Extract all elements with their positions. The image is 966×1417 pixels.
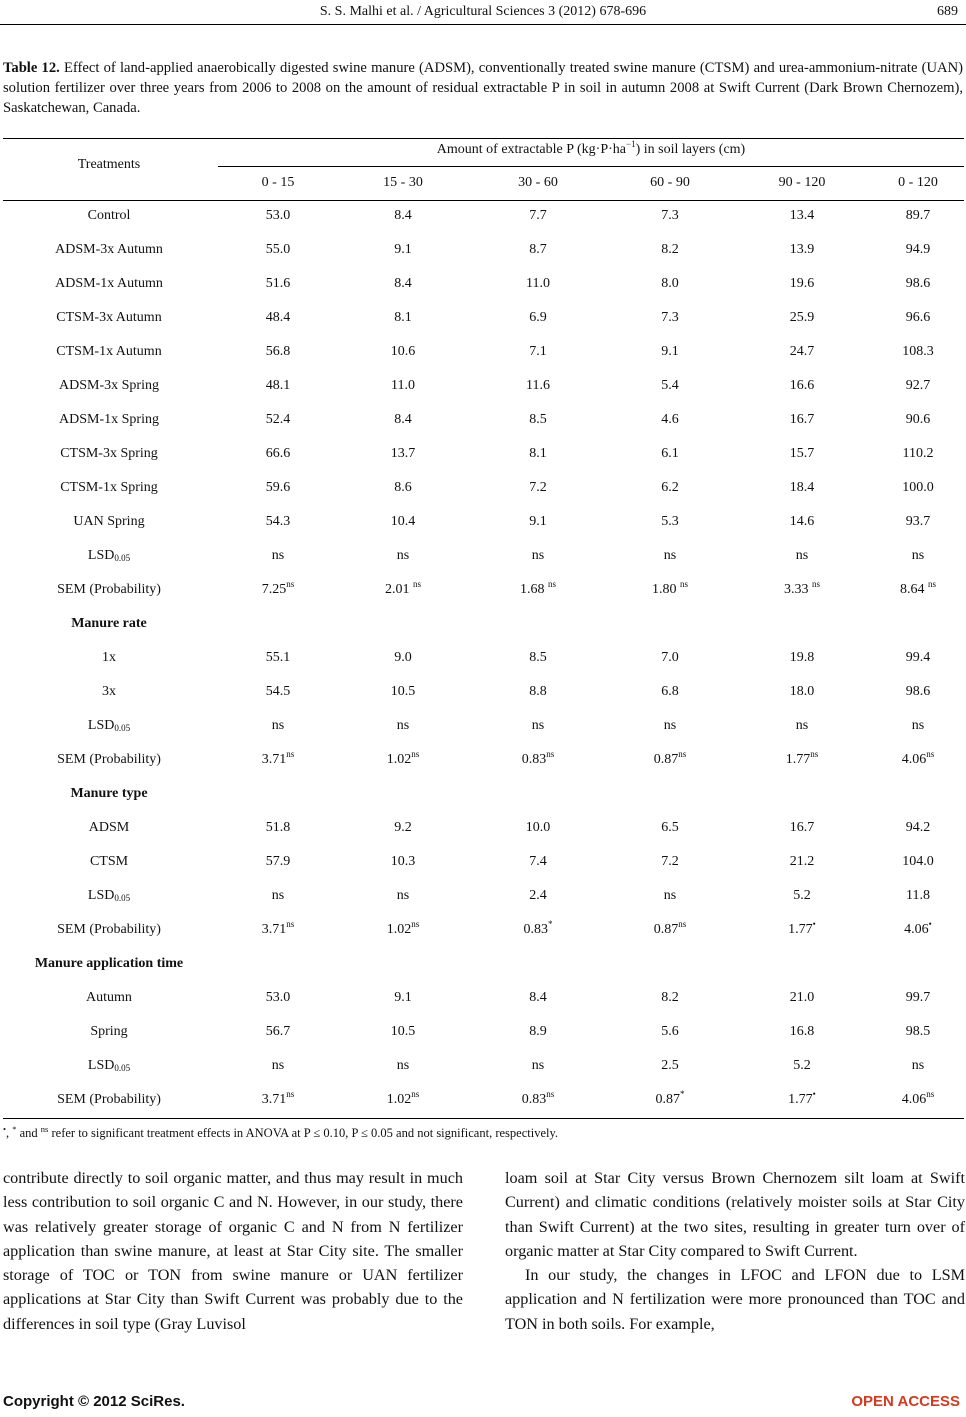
table-row (0, 208, 966, 232)
table-caption-text: Effect of land-applied anaerobically digested swine manure (ADSM), conventionally treated swine manure (CTSM) and urea-ammonium-nitrate (UAN) solution fertilizer over three years from 2006 to 2008 on the amount of residual extractable P in soil in autumn 2008 at Swift Current (Dark Brown Chernozem), Saskatchewan, Canada. (3, 60, 963, 116)
table-cell: 9.1 (394, 242, 412, 257)
table-cell: 5.3 (661, 514, 679, 529)
table-label: Table 12. (3, 60, 60, 76)
table-cell: ns (271, 548, 285, 563)
sem-value: 8.64 (899, 582, 928, 597)
table-cell: 16.7 (789, 412, 815, 427)
table-cell: 19.8 (789, 650, 815, 665)
table-cell: 6.2 (661, 480, 679, 495)
header-sub-rule (218, 166, 964, 167)
layer-header: 15 - 30 (383, 175, 423, 190)
table-cell: 54.5 (265, 684, 291, 699)
table-cell: 8.2 (661, 990, 679, 1005)
significance-mark: ns (926, 1089, 935, 1099)
table-cell (468, 1089, 608, 1108)
significance-mark: ns (412, 579, 421, 589)
table-cell: ns (396, 718, 410, 733)
table-cell: 7.3 (661, 208, 679, 223)
table-cell: 13.7 (390, 446, 416, 461)
table-cell (732, 579, 872, 598)
table-cell: 100.0 (902, 480, 934, 495)
table-cell (732, 1089, 872, 1108)
table-cell: 6.9 (529, 310, 547, 325)
table-cell: ns (531, 548, 545, 563)
table-cell (218, 749, 338, 768)
footnote-and: and (16, 1126, 41, 1140)
table-row (0, 412, 966, 436)
table-cell (468, 749, 608, 768)
table-cell: 90.6 (905, 412, 931, 427)
table-cell: 5.4 (661, 378, 679, 393)
sem-value: 4.06 (901, 1092, 927, 1107)
table-cell: 9.2 (394, 820, 412, 835)
table-cell: 9.1 (661, 344, 679, 359)
table-cell: 7.2 (529, 480, 547, 495)
table-row (0, 1024, 966, 1048)
layer-header: 90 - 120 (778, 175, 826, 190)
body-paragraph: loam soil at Star City versus Brown Chernozem silt loam at Swift Current) and climatic conditions (relatively moister soils at Star City than Swift Current) at the two sites, resulting in greater turn over of organic matter at Star City compared to Swift Current. (505, 1169, 965, 1260)
table-cell (872, 919, 964, 938)
table-cell: 10.0 (525, 820, 551, 835)
table-cell: 8.9 (529, 1024, 547, 1039)
table-cell (338, 1089, 468, 1108)
row-label: CTSM-3x Autumn (56, 310, 162, 325)
table-cell: 10.5 (390, 684, 416, 699)
page-number: 689 (937, 4, 958, 19)
table-cell: 66.6 (265, 446, 291, 461)
group-heading: Manure rate (71, 616, 147, 631)
sem-value: 1.77 (788, 922, 813, 937)
header-rule (0, 24, 966, 25)
table-cell: 8.2 (661, 242, 679, 257)
table-cell: 24.7 (789, 344, 815, 359)
table-cell: 94.9 (905, 242, 931, 257)
table-cell: 8.5 (529, 650, 547, 665)
group-heading: Manure type (70, 786, 148, 801)
body-column-right (505, 1166, 965, 1336)
body-paragraph: In our study, the changes in LFOC and LFON due to LSM application and N fertilization were more pronounced than TOC and TON in both soils. For example, (505, 1266, 965, 1333)
row-label (14, 1058, 204, 1074)
table-cell (608, 1089, 732, 1108)
sem-value: 1.80 (651, 582, 680, 597)
table-bottom-rule (3, 1118, 964, 1119)
lsd-row (0, 548, 966, 572)
row-label: 1x (102, 650, 116, 665)
table-cell: 98.6 (905, 276, 931, 291)
table-cell: 8.4 (529, 990, 547, 1005)
table-cell: ns (663, 548, 677, 563)
table-cell: ns (271, 718, 285, 733)
significance-mark: ns (679, 579, 688, 589)
sem-value: 3.71 (261, 922, 287, 937)
row-label: Spring (90, 1024, 128, 1039)
table-cell: ns (396, 888, 410, 903)
layer-header: 0 - 15 (261, 175, 295, 190)
footnote-symbol-ns: ns (40, 1124, 49, 1134)
table-cell: 7.4 (529, 854, 547, 869)
table-cell (732, 919, 872, 938)
table-cell: 98.6 (905, 684, 931, 699)
table-cell: 7.7 (529, 208, 547, 223)
table-cell: 6.1 (661, 446, 679, 461)
sem-value: 4.06 (904, 922, 929, 937)
table-cell: 5.6 (661, 1024, 679, 1039)
sem-value: 3.71 (261, 752, 287, 767)
copyright-notice: Copyright © 2012 SciRes. (3, 1393, 185, 1410)
table-cell: 8.4 (394, 412, 412, 427)
table-cell (218, 579, 338, 598)
table-cell: 6.5 (661, 820, 679, 835)
table-cell: 51.8 (265, 820, 291, 835)
table-cell: 57.9 (265, 854, 291, 869)
table-cell (608, 749, 732, 768)
lsd-subscript: 0.05 (114, 553, 131, 563)
table-cell (468, 919, 608, 938)
table-cell: 110.2 (902, 446, 934, 461)
sem-value: 0.87 (653, 922, 679, 937)
sem-value: 4.06 (901, 752, 927, 767)
group-heading-row (0, 956, 966, 980)
table-row (0, 344, 966, 368)
table-cell: 99.4 (905, 650, 931, 665)
table-cell: 6.8 (661, 684, 679, 699)
table-cell: ns (531, 718, 545, 733)
sem-value: 3.71 (261, 1092, 287, 1107)
significance-mark: ns (547, 579, 556, 589)
sem-row (0, 919, 966, 946)
table-cell: 8.1 (394, 310, 412, 325)
table-cell: 8.8 (529, 684, 547, 699)
row-label: ADSM-1x Spring (59, 412, 159, 427)
body-paragraph: contribute directly to soil organic matter, and thus may result in much less contribution to soil organic C and N. However, in our study, there was relatively greater storage of organic C and N from N fertilizer application than swine manure, at least at Star City site. The smaller storage of TOC or TON from swine manure or UAN fertilizer applications at Star City than Swift Current was probably due to the differences in soil type (Gray Luvisol (3, 1169, 463, 1333)
table-cell: 21.2 (789, 854, 815, 869)
table-cell: 52.4 (265, 412, 291, 427)
lsd-row (0, 1058, 966, 1082)
table-cell: ns (396, 1058, 410, 1073)
table-cell: 54.3 (265, 514, 291, 529)
row-label: CTSM (89, 854, 129, 869)
table-cell: 13.4 (789, 208, 815, 223)
table-cell: 10.3 (390, 854, 416, 869)
table-cell: ns (663, 718, 677, 733)
table-row (0, 990, 966, 1014)
table-cell: 5.2 (793, 888, 811, 903)
row-label: SEM (Probability) (57, 1092, 161, 1107)
table-cell: 48.1 (265, 378, 291, 393)
table-cell: 51.6 (265, 276, 291, 291)
table-cell: ns (396, 548, 410, 563)
table-cell: ns (795, 718, 809, 733)
row-label: 3x (102, 684, 116, 699)
sem-row (0, 1089, 966, 1116)
sem-value: 1.02 (386, 1092, 412, 1107)
significance-mark: ns (546, 749, 555, 759)
table-top-rule (3, 138, 964, 139)
table-cell: 14.6 (789, 514, 815, 529)
row-label: ADSM-1x Autumn (55, 276, 163, 291)
sem-value: 0.83 (521, 752, 547, 767)
significance-mark: ns (411, 1089, 420, 1099)
row-label: SEM (Probability) (57, 582, 161, 597)
table-cell (338, 749, 468, 768)
table-row (0, 480, 966, 504)
layer-header: 0 - 120 (898, 175, 938, 190)
treatments-header: Treatments (77, 157, 141, 172)
table-row (0, 276, 966, 300)
table-cell: 55.0 (265, 242, 291, 257)
table-cell: 16.7 (789, 820, 815, 835)
table-cell: 8.6 (394, 480, 412, 495)
table-cell: 7.3 (661, 310, 679, 325)
table-cell: 5.2 (793, 1058, 811, 1073)
table-cell: 48.4 (265, 310, 291, 325)
table-cell: 2.4 (529, 888, 547, 903)
table-cell: ns (663, 888, 677, 903)
significance-mark: * (680, 1089, 685, 1099)
lsd-subscript: 0.05 (114, 723, 131, 733)
table-cell: 56.8 (265, 344, 291, 359)
row-label (14, 888, 204, 904)
table-cell: 18.0 (789, 684, 815, 699)
lsd-label: LSD (87, 888, 115, 903)
row-label: ADSM-3x Spring (59, 378, 159, 393)
table-cell (218, 1089, 338, 1108)
group-heading: Manure application time (34, 956, 184, 971)
significance-mark: • (928, 919, 932, 929)
table-row (0, 854, 966, 878)
table-cell (872, 579, 964, 598)
row-label: Autumn (86, 990, 132, 1005)
table-row (0, 820, 966, 844)
table-cell: 16.6 (789, 378, 815, 393)
sem-value: 1.77 (785, 752, 811, 767)
footnote-symbol-star: * (12, 1124, 17, 1134)
table-cell: 9.1 (394, 990, 412, 1005)
table-cell: 7.2 (661, 854, 679, 869)
sem-row (0, 749, 966, 776)
table-cell: 55.1 (265, 650, 291, 665)
table-footnote (3, 1126, 963, 1141)
row-label: CTSM-1x Spring (60, 480, 158, 495)
lsd-row (0, 718, 966, 742)
table-cell: 19.6 (789, 276, 815, 291)
table-cell (338, 919, 468, 938)
sem-value: 2.01 (384, 582, 413, 597)
sem-value: 0.83 (521, 1092, 547, 1107)
sem-value: 0.87 (653, 752, 679, 767)
table-cell: 11.6 (526, 378, 550, 393)
significance-mark: • (812, 1089, 816, 1099)
significance-mark: ns (811, 579, 820, 589)
sem-value: 7.25 (261, 582, 287, 597)
significance-mark: ns (927, 579, 936, 589)
sem-value: 1.68 (519, 582, 548, 597)
span-header-sup: −1 (626, 139, 636, 149)
table-cell: 59.6 (265, 480, 291, 495)
lsd-subscript: 0.05 (114, 893, 131, 903)
lsd-subscript: 0.05 (114, 1063, 131, 1073)
header-span-row (0, 139, 966, 166)
table-row (0, 514, 966, 538)
table-cell: 92.7 (905, 378, 931, 393)
table-cell: 10.5 (390, 1024, 416, 1039)
table-cell: 108.3 (902, 344, 934, 359)
body-column-left (3, 1166, 463, 1336)
significance-mark: ns (411, 919, 420, 929)
page-footer (0, 1393, 966, 1415)
table-cell (608, 919, 732, 938)
table-row (0, 310, 966, 334)
row-label: CTSM-3x Spring (60, 446, 158, 461)
table-cell: 8.1 (529, 446, 547, 461)
significance-mark: ns (286, 749, 295, 759)
table-cell (872, 1089, 964, 1108)
layer-header-row (0, 175, 966, 199)
table-cell: 56.7 (265, 1024, 291, 1039)
sem-value: 1.02 (386, 922, 412, 937)
table-cell: ns (911, 548, 925, 563)
table-cell: ns (911, 718, 925, 733)
table-cell: ns (271, 1058, 285, 1073)
lsd-label: LSD (87, 718, 115, 733)
table-cell: 7.0 (661, 650, 679, 665)
table-cell: 94.2 (905, 820, 931, 835)
table-cell: 99.7 (905, 990, 931, 1005)
table-row (0, 242, 966, 266)
row-label: ADSM (88, 820, 130, 835)
group-heading-row (0, 616, 966, 640)
table-caption (3, 58, 963, 118)
table-cell: 9.1 (529, 514, 547, 529)
footnote-text: refer to significant treatment effects in ANOVA at P ≤ 0.10, P ≤ 0.05 and not significant, respectively. (48, 1126, 559, 1140)
row-label: ADSM-3x Autumn (55, 242, 163, 257)
layer-header: 30 - 60 (518, 175, 558, 190)
table-cell: 4.6 (661, 412, 679, 427)
sem-value: 0.87 (655, 1092, 680, 1107)
table-row (0, 684, 966, 708)
table-row (0, 650, 966, 674)
significance-mark: ns (286, 919, 295, 929)
table-cell (338, 579, 468, 598)
table-cell: 53.0 (265, 990, 291, 1005)
group-heading-row (0, 786, 966, 810)
table-cell: 18.4 (789, 480, 815, 495)
row-label: SEM (Probability) (57, 752, 161, 767)
table-cell: 53.0 (265, 208, 291, 223)
significance-mark: * (548, 919, 553, 929)
sem-value: 0.83 (523, 922, 548, 937)
open-access-label: OPEN ACCESS (851, 1393, 960, 1410)
table-cell: 11.0 (526, 276, 550, 291)
footnote-symbol-dot: • (3, 1124, 6, 1134)
table-cell (872, 749, 964, 768)
row-label: UAN Spring (73, 514, 145, 529)
table-cell: 15.7 (789, 446, 815, 461)
table-cell: 104.0 (902, 854, 934, 869)
table-cell (218, 919, 338, 938)
table-cell (608, 579, 732, 598)
table-cell: 10.6 (390, 344, 416, 359)
table-cell: 11.8 (906, 888, 930, 903)
row-label: Control (87, 208, 131, 223)
layer-header: 60 - 90 (650, 175, 690, 190)
table-cell: 8.7 (529, 242, 547, 257)
significance-mark: ns (678, 749, 687, 759)
running-title: S. S. Malhi et al. / Agricultural Sciences 3 (2012) 678-696 (319, 4, 647, 19)
table-cell: ns (531, 1058, 545, 1073)
table-cell: 8.4 (394, 276, 412, 291)
table-cell: 11.0 (391, 378, 415, 393)
span-header-text: ) in soil layers (cm) (635, 142, 746, 157)
table-cell: 7.1 (529, 344, 547, 359)
table-cell: 98.5 (905, 1024, 931, 1039)
sem-row (0, 579, 966, 606)
significance-mark: ns (286, 579, 295, 589)
row-label (14, 548, 204, 564)
header-bottom-rule (3, 200, 964, 201)
significance-mark: ns (678, 919, 687, 929)
lsd-row (0, 888, 966, 912)
table-cell (468, 579, 608, 598)
significance-mark: • (812, 919, 816, 929)
significance-mark: ns (411, 749, 420, 759)
significance-mark: ns (546, 1089, 555, 1099)
table-cell: 10.4 (390, 514, 416, 529)
sem-value: 1.02 (386, 752, 412, 767)
table-row (0, 378, 966, 402)
lsd-label: LSD (87, 1058, 115, 1073)
row-label: CTSM-1x Autumn (56, 344, 162, 359)
table-cell: 25.9 (789, 310, 815, 325)
lsd-label: LSD (87, 548, 115, 563)
table-cell: 9.0 (394, 650, 412, 665)
significance-mark: ns (810, 749, 819, 759)
table-cell: 16.8 (789, 1024, 815, 1039)
table-cell: 13.9 (789, 242, 815, 257)
table-cell: 96.6 (905, 310, 931, 325)
table-cell: 2.5 (661, 1058, 679, 1073)
table-cell: ns (911, 1058, 925, 1073)
span-header-text: Amount of extractable P (kg·P·ha (436, 142, 626, 157)
significance-mark: ns (286, 1089, 295, 1099)
table-cell: 8.5 (529, 412, 547, 427)
table-cell: ns (271, 888, 285, 903)
span-header (218, 139, 964, 158)
table-cell: 8.4 (394, 208, 412, 223)
table-row (0, 446, 966, 470)
table-cell: ns (795, 548, 809, 563)
row-label (14, 718, 204, 734)
row-label: SEM (Probability) (57, 922, 161, 937)
table-cell: 93.7 (905, 514, 931, 529)
table-cell (732, 749, 872, 768)
table-cell: 8.0 (661, 276, 679, 291)
footnote-sep: , (5, 1126, 13, 1140)
sem-value: 3.33 (783, 582, 812, 597)
table-cell: 89.7 (905, 208, 931, 223)
sem-value: 1.77 (788, 1092, 813, 1107)
significance-mark: ns (926, 749, 935, 759)
table-cell: 21.0 (789, 990, 815, 1005)
